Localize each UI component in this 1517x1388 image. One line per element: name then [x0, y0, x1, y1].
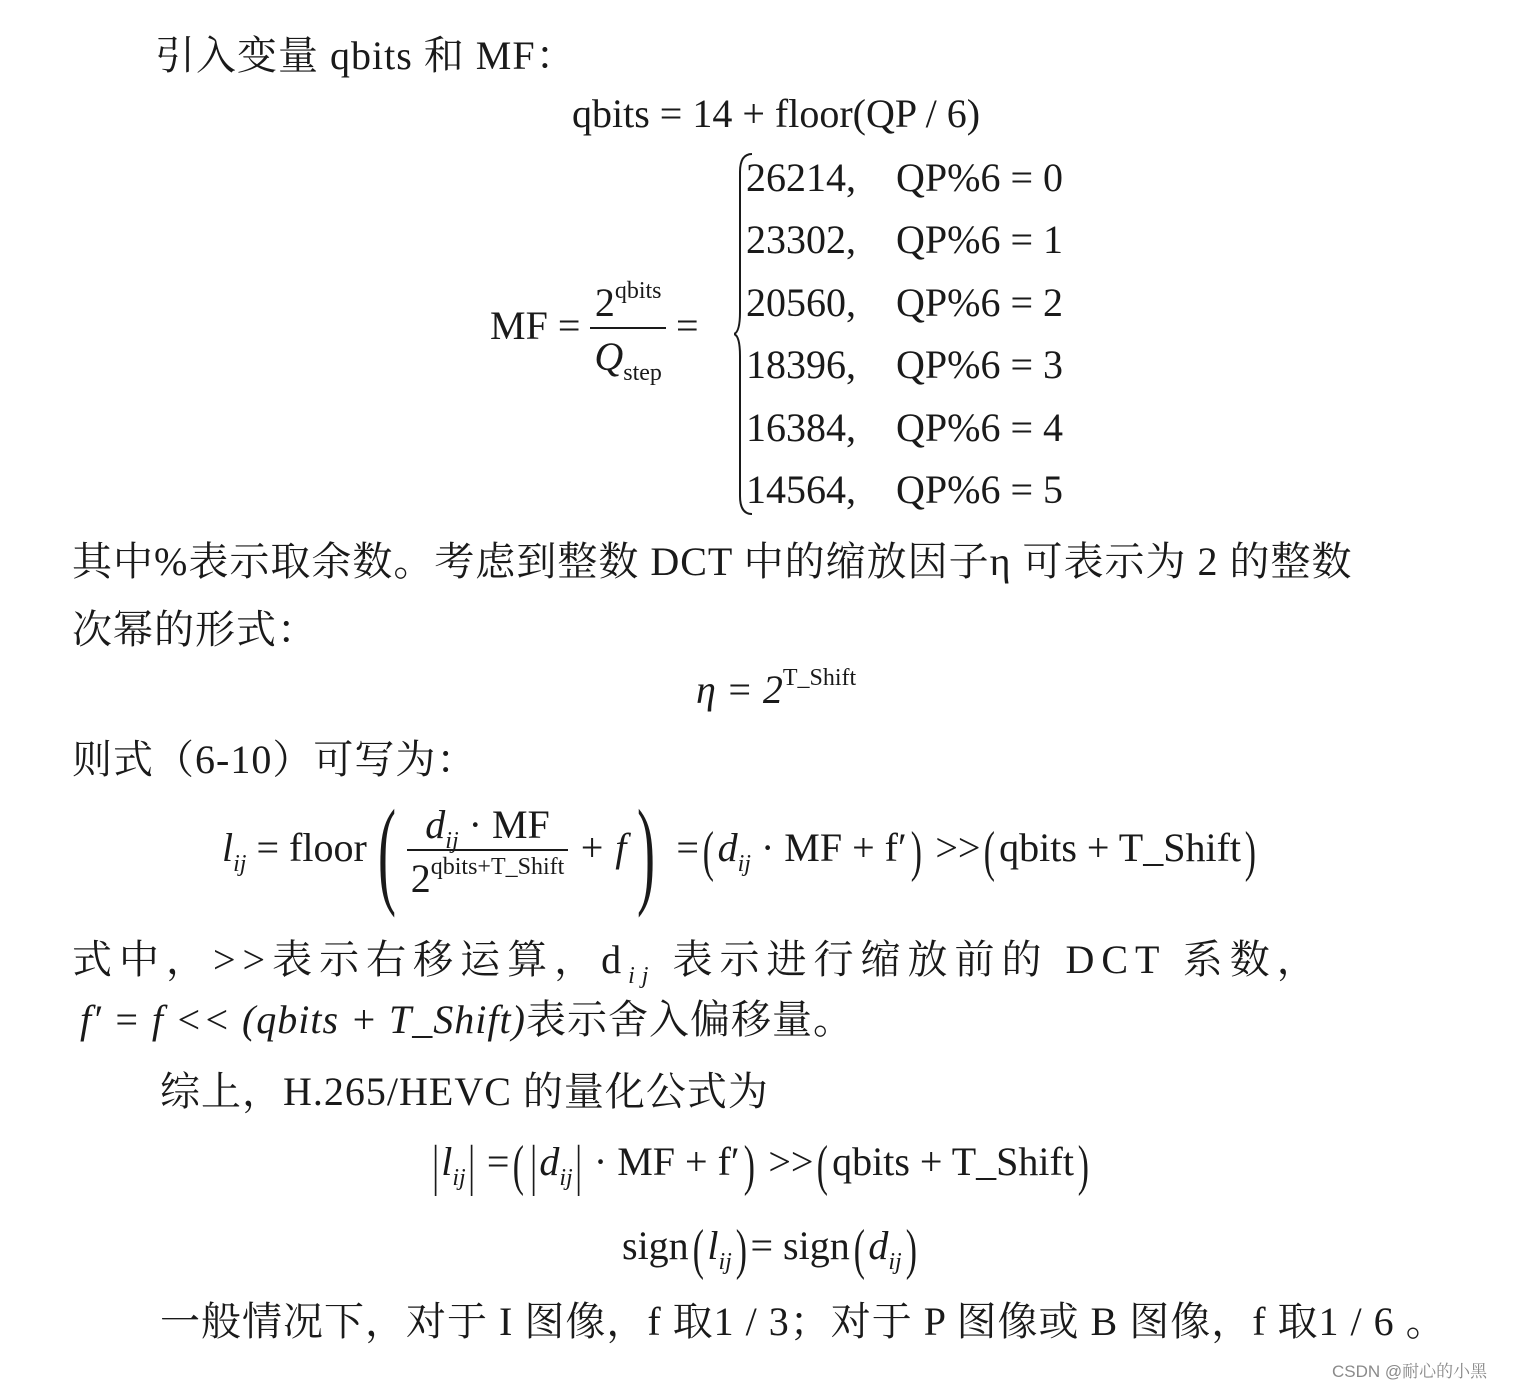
- eta-formula: [696, 665, 857, 712]
- sign-formula: $sign(l_{ij})=$ $sign(d_{ij})$: [622, 1219, 917, 1281]
- mf-case-row: 16384, QP%6 = 4: [746, 405, 1064, 450]
- paragraph-summary: 综上，H.265/HEVC 的量化公式为: [160, 1069, 769, 1114]
- lij-formula: $l_{ij}$ = floor( $\frac{d_{ij} \cdot MF}{2^{qbits+T\_Shift}}$ + $f) =(d_{ij}$ · MF + f′) >>(qbits + T_Shift): [222, 785, 1256, 918]
- qbits-lhs: qbits: [572, 91, 650, 136]
- paragraph-rewrite: 则式（6-10）可写为：: [72, 737, 478, 782]
- mf-case-row: 23302, QP%6 = 1: [746, 217, 1064, 262]
- mf-eq: =: [675, 303, 699, 349]
- mf-case-row: 26214, QP%6 = 0: [746, 155, 1064, 200]
- paragraph-f-values: 一般情况下，对于 I 图像，f 取1 / 3；对于 P 图像或 B 图像，f 取1 / 6 。: [160, 1299, 1447, 1344]
- paragraph-rounding-offset: f′ = f << (qbits + T_Shift)表示舍入偏移量。: [80, 997, 854, 1042]
- mf-num-exp: qbits: [614, 278, 662, 304]
- mf-formula: [490, 278, 699, 386]
- left-brace-icon: [734, 152, 754, 516]
- mf-case-row: 14564, QP%6 = 5: [746, 467, 1064, 512]
- mf-den-base: Q: [594, 334, 624, 379]
- mf-case-row: 20560, QP%6 = 2: [746, 280, 1064, 325]
- mf-case-row: 18396, QP%6 = 3: [746, 342, 1064, 387]
- eta-exp: T_Shift: [782, 665, 857, 691]
- eta-lhs: η = 2: [696, 667, 783, 712]
- paragraph-shift-explain: 式中，>>表示右移运算，$d_{ij}$ 表示进行缩放前的 DCT 系数，: [72, 937, 1324, 989]
- mf-num-base: 2: [594, 280, 615, 325]
- mf-den-sub: step: [623, 360, 662, 386]
- abs-quant-formula: $|l_{ij}|$ =( $|d_{ij}|$ · MF + f′) >>(qbits + T_Shift): [432, 1135, 1089, 1197]
- qbits-formula: [572, 91, 981, 136]
- mf-lhs: MF =: [490, 303, 581, 349]
- watermark: CSDN @耐心的小黑: [1332, 1362, 1488, 1381]
- intro-text: 引入变量 qbits 和 MF：: [155, 33, 577, 78]
- paragraph-remainder: 其中%表示取余数。考虑到整数 DCT 中的缩放因子η 可表示为 2 的整数: [72, 539, 1353, 584]
- paragraph-remainder-cont: 次幂的形式：: [72, 607, 318, 652]
- lij-fraction: $\frac{d_{ij} \cdot MF}{2^{qbits+T\_Shift}}$: [407, 805, 569, 899]
- mf-fraction: [590, 278, 666, 386]
- qbits-rhs: = 14 + floor(QP / 6): [659, 91, 981, 136]
